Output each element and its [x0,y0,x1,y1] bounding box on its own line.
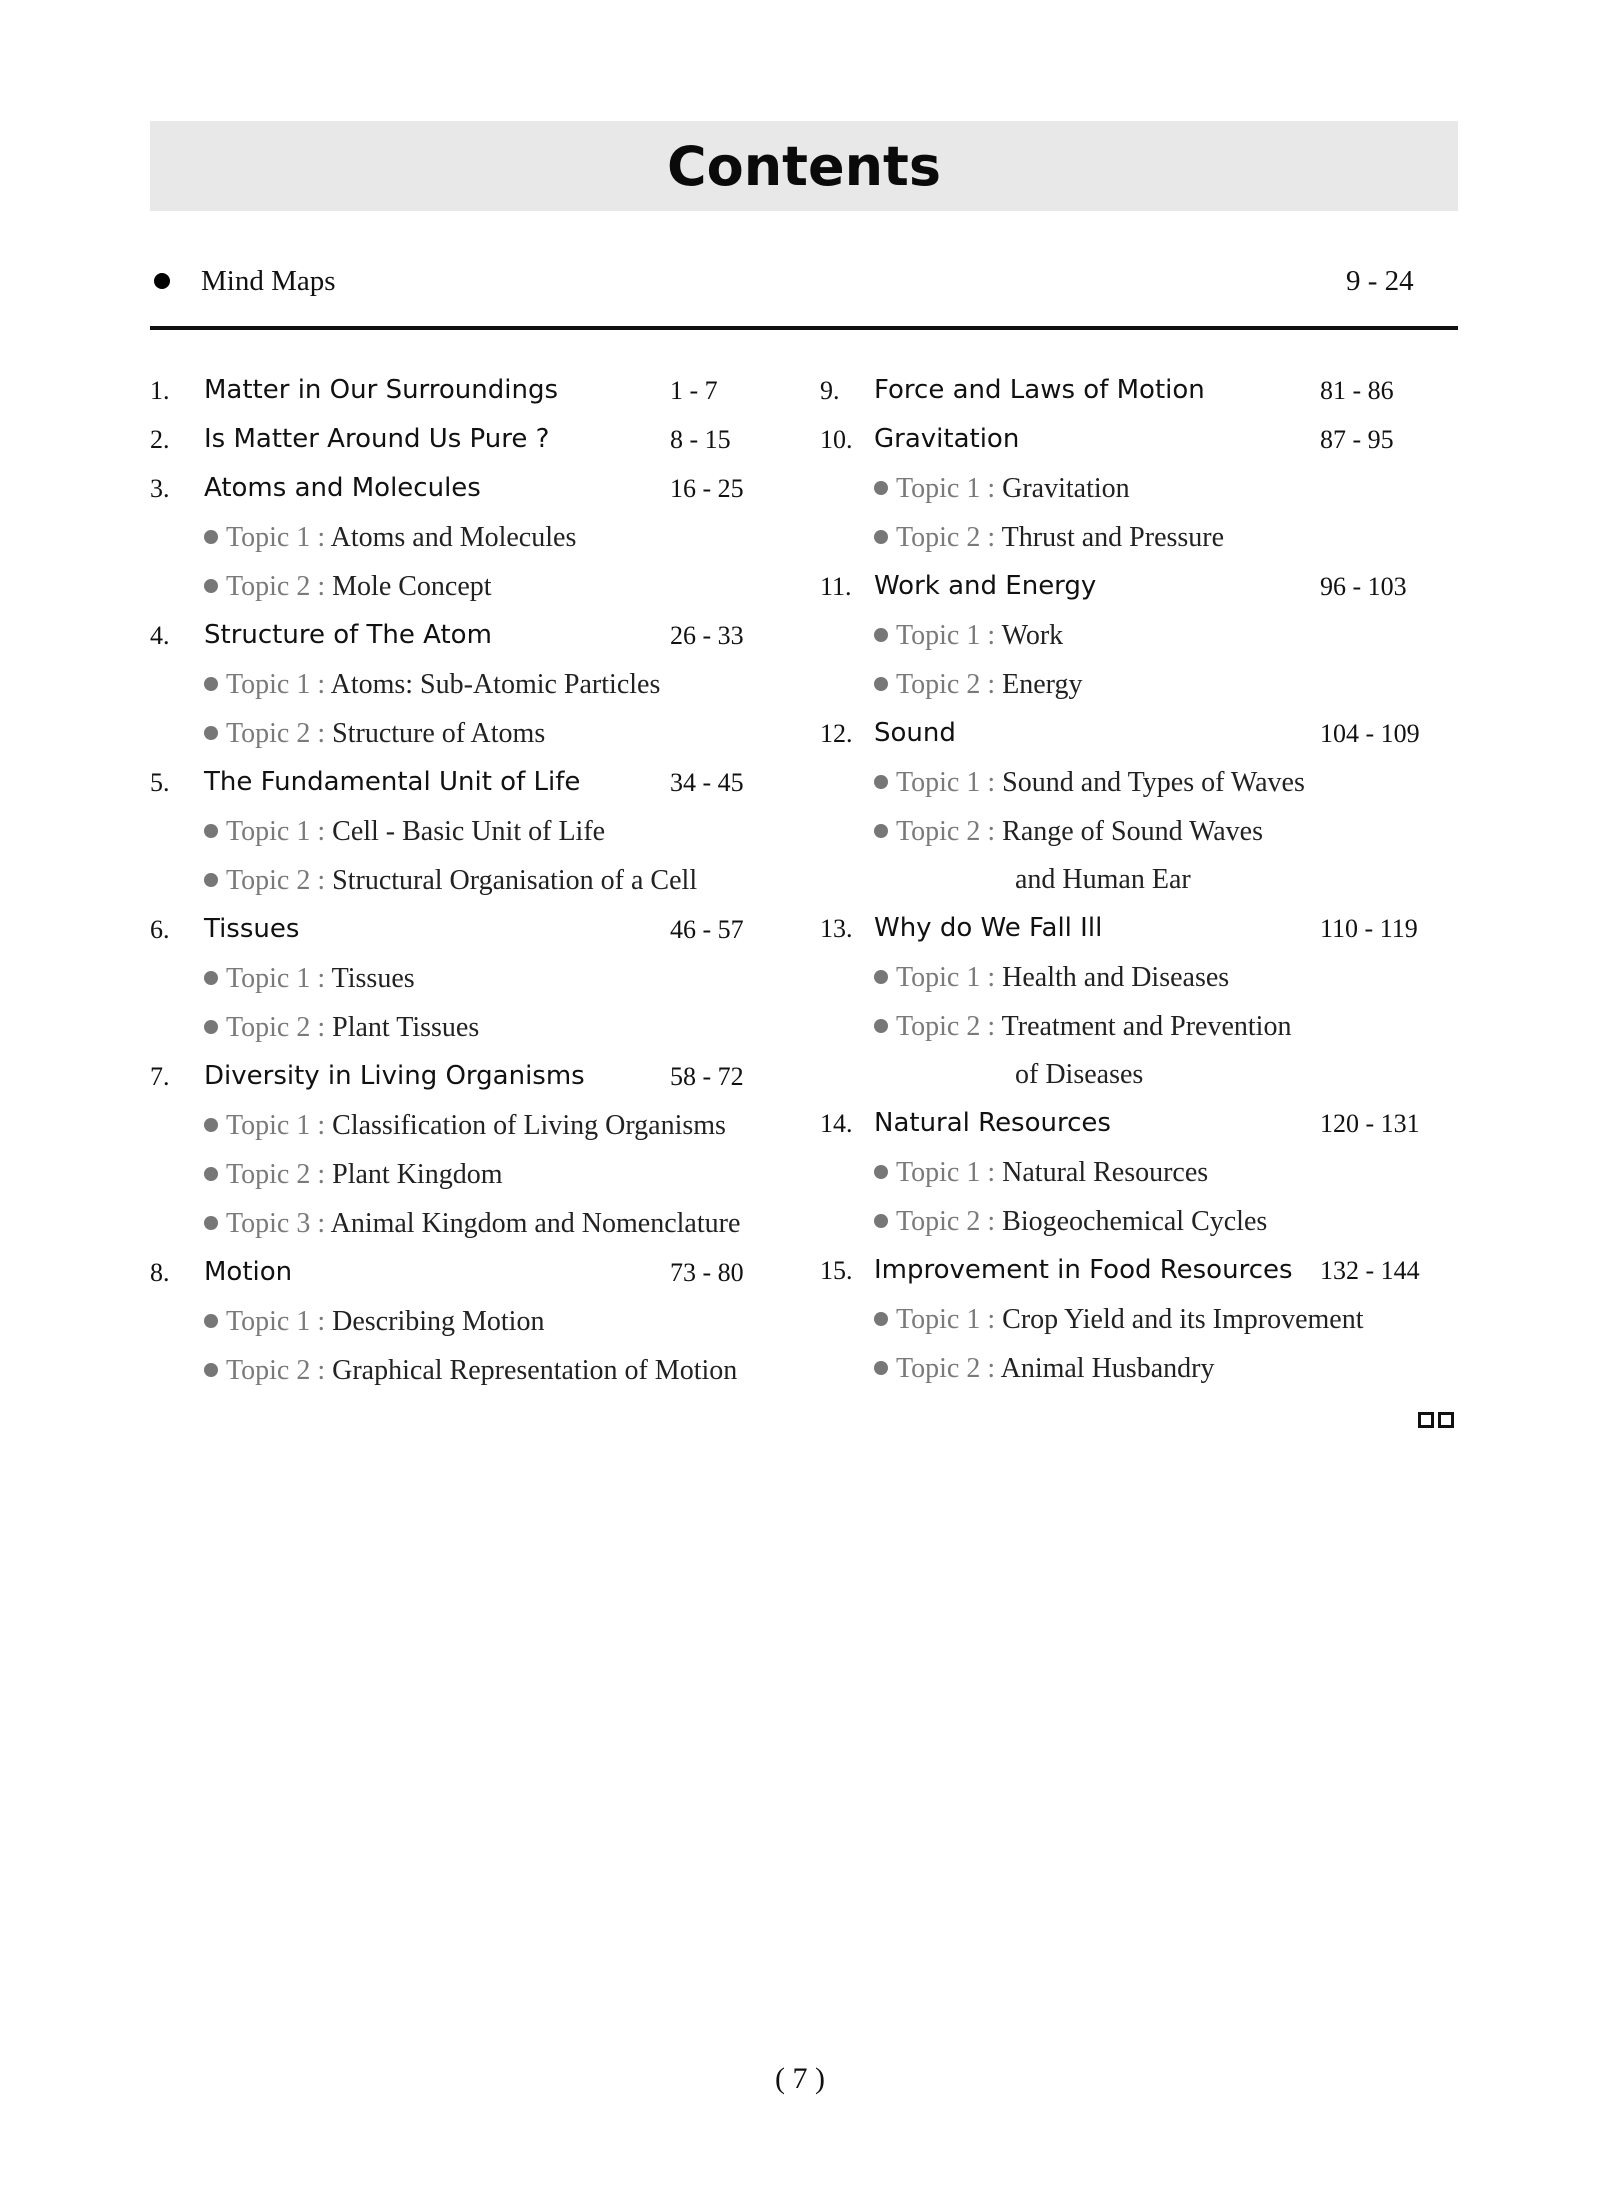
topic-entry[interactable] [820,1197,1460,1246]
chapter-title: Is Matter Around Us Pure ? [204,424,550,454]
topic-title: Graphical Representation of Motion [325,1355,738,1386]
chapter-number: 9. [820,376,840,405]
topic-label: Topic 1 : [896,962,996,993]
chapter-pages: 1 - 7 [670,376,718,405]
bullet-icon [204,1363,218,1377]
topic-title: Animal Husbandry [995,1353,1215,1384]
chapter-pages: 104 - 109 [1320,719,1420,748]
chapter-pages: 8 - 15 [670,425,731,454]
topic-label: Topic 2 : [226,718,326,749]
chapter-number: 3. [150,474,170,503]
chapter-pages: 81 - 86 [1320,376,1394,405]
chapter-title: Sound [874,718,956,748]
topic-entry[interactable] [150,660,790,709]
bullet-icon [204,726,218,740]
topic-entry[interactable] [150,1003,790,1052]
topic-label: Topic 2 : [896,1206,996,1237]
topic-entry[interactable] [820,1344,1460,1393]
topic-label: Topic 1 : [896,1157,996,1188]
chapter-pages: 87 - 95 [1320,425,1394,454]
topic-title: Work [995,620,1064,651]
chapter-entry[interactable] [820,562,1460,611]
chapter-entry[interactable] [150,758,790,807]
topic-title-continued: and Human Ear [1015,864,1191,895]
chapter-entry[interactable] [820,709,1460,758]
topic-label: Topic 2 : [896,669,996,700]
chapter-title: Improvement in Food Resources [874,1255,1293,1285]
topic-title-continued: of Diseases [1015,1059,1144,1090]
topic-title: Health and Diseases [995,962,1230,993]
topic-continuation [820,856,1460,904]
topic-entry[interactable] [820,807,1460,856]
bullet-icon [204,1216,218,1230]
topic-entry[interactable] [150,709,790,758]
topic-entry[interactable] [150,856,790,905]
chapter-pages: 96 - 103 [1320,572,1407,601]
topic-entry[interactable] [820,611,1460,660]
chapter-entry[interactable] [150,464,790,513]
topic-title: Range of Sound Waves [995,816,1263,847]
chapter-number: 2. [150,425,170,454]
topic-title: Energy [995,669,1083,700]
chapter-title: Natural Resources [874,1108,1111,1138]
chapter-title: Tissues [204,914,300,944]
bullet-icon [874,677,888,691]
topic-label: Topic 1 : [896,620,996,651]
topic-title: Atoms and Molecules [325,522,577,553]
bullet-icon [204,1167,218,1181]
bullet-icon [874,1165,888,1179]
topic-title: Structural Organisation of a Cell [325,865,698,896]
topic-label: Topic 2 : [896,816,996,847]
chapter-number: 11. [820,572,852,601]
bullet-icon [204,873,218,887]
topic-entry[interactable] [820,1002,1460,1051]
bullet-icon [874,1361,888,1375]
bullet-icon [204,1314,218,1328]
chapter-number: 4. [150,621,170,650]
mind-maps-pages: 9 - 24 [1346,265,1414,297]
topic-entry[interactable] [820,513,1460,562]
bullet-icon [204,677,218,691]
chapter-number: 10. [820,425,853,454]
chapter-entry[interactable] [150,905,790,954]
topic-label: Topic 2 : [896,522,996,553]
topic-label: Topic 1 : [226,1306,326,1337]
topic-label: Topic 1 : [896,473,996,504]
chapter-entry[interactable] [820,366,1460,415]
topic-title: Atoms: Sub-Atomic Particles [325,669,661,700]
chapter-entry[interactable] [820,1246,1460,1295]
end-mark-icon [1418,1412,1458,1432]
bullet-icon [154,273,170,289]
topic-label: Topic 2 : [896,1011,996,1042]
topic-label: Topic 2 : [226,865,326,896]
topic-title: Animal Kingdom and Nomenclature [325,1208,741,1239]
topic-entry[interactable] [820,464,1460,513]
topic-title: Natural Resources [995,1157,1209,1188]
chapter-number: 1. [150,376,170,405]
topic-entry[interactable] [820,758,1460,807]
chapter-entry[interactable] [150,611,790,660]
chapter-entry[interactable] [150,1248,790,1297]
chapter-entry[interactable] [820,415,1460,464]
topic-label: Topic 3 : [226,1208,326,1239]
chapter-title: The Fundamental Unit of Life [204,767,581,797]
chapter-number: 8. [150,1258,170,1287]
chapter-title: Gravitation [874,424,1020,454]
mind-maps-entry[interactable] [150,258,1450,304]
chapter-title: Diversity in Living Organisms [204,1061,585,1091]
chapter-entry[interactable] [820,904,1460,953]
bullet-icon [204,579,218,593]
chapter-entry[interactable] [150,415,790,464]
chapter-pages: 16 - 25 [670,474,744,503]
chapter-pages: 46 - 57 [670,915,744,944]
topic-entry[interactable] [150,954,790,1003]
chapter-entry[interactable] [150,1052,790,1101]
topic-label: Topic 1 : [226,1110,326,1141]
topic-title: Structure of Atoms [325,718,546,749]
topic-label: Topic 1 : [226,522,326,553]
chapter-pages: 73 - 80 [670,1258,744,1287]
topic-label: Topic 2 : [226,1159,326,1190]
bullet-icon [874,481,888,495]
topic-title: Mole Concept [325,571,492,602]
topic-label: Topic 2 : [226,1355,326,1386]
chapter-pages: 110 - 119 [1320,914,1418,943]
contents-left-column [150,366,790,1395]
chapter-pages: 26 - 33 [670,621,744,650]
title-band [150,121,1458,211]
topic-entry[interactable] [150,513,790,562]
topic-title: Gravitation [995,473,1130,504]
topic-entry[interactable] [150,1297,790,1346]
bullet-icon [874,1312,888,1326]
topic-continuation [820,1051,1460,1099]
chapter-title: Motion [204,1257,293,1287]
topic-title: Plant Tissues [325,1012,480,1043]
topic-label: Topic 1 : [226,669,326,700]
divider [150,326,1458,330]
topic-label: Topic 1 : [226,963,326,994]
topic-label: Topic 1 : [896,1304,996,1335]
topic-title: Cell - Basic Unit of Life [325,816,606,847]
chapter-entry[interactable] [150,366,790,415]
bullet-icon [204,971,218,985]
page-title: Contents [666,134,941,198]
topic-label: Topic 2 : [896,1353,996,1384]
chapter-number: 14. [820,1109,853,1138]
mind-maps-label: Mind Maps [201,265,336,297]
topic-title: Crop Yield and its Improvement [995,1304,1364,1335]
chapter-number: 15. [820,1256,853,1285]
topic-title: Classification of Living Organisms [325,1110,726,1141]
topic-title: Sound and Types of Waves [995,767,1305,798]
bullet-icon [204,824,218,838]
topic-entry[interactable] [820,1148,1460,1197]
chapter-number: 7. [150,1062,170,1091]
topic-title: Thrust and Pressure [995,522,1225,553]
topic-label: Topic 2 : [226,1012,326,1043]
topic-label: Topic 2 : [226,571,326,602]
topic-label: Topic 1 : [896,767,996,798]
chapter-number: 13. [820,914,853,943]
bullet-icon [874,628,888,642]
topic-entry[interactable] [820,1295,1460,1344]
chapter-pages: 58 - 72 [670,1062,744,1091]
chapter-entry[interactable] [820,1099,1460,1148]
bullet-icon [204,1118,218,1132]
bullet-icon [204,1020,218,1034]
page-number: ( 7 ) [775,2062,825,2095]
chapter-title: Structure of The Atom [204,620,492,650]
chapter-title: Atoms and Molecules [204,473,481,503]
topic-entry[interactable] [820,660,1460,709]
bullet-icon [874,824,888,838]
topic-entry[interactable] [150,1346,790,1395]
topic-entry[interactable] [150,807,790,856]
contents-right-column [820,366,1460,1393]
chapter-pages: 132 - 144 [1320,1256,1420,1285]
chapter-pages: 120 - 131 [1320,1109,1420,1138]
chapter-number: 5. [150,768,170,797]
topic-entry[interactable] [150,1199,790,1248]
bullet-icon [874,1019,888,1033]
topic-entry[interactable] [150,562,790,611]
bullet-icon [874,530,888,544]
chapter-number: 6. [150,915,170,944]
topic-entry[interactable] [150,1150,790,1199]
bullet-icon [874,1214,888,1228]
chapter-title: Why do We Fall Ill [874,913,1103,943]
chapter-title: Force and Laws of Motion [874,375,1205,405]
bullet-icon [874,970,888,984]
chapter-title: Work and Energy [874,571,1097,601]
topic-entry[interactable] [820,953,1460,1002]
chapter-title: Matter in Our Surroundings [204,375,559,405]
topic-title: Describing Motion [325,1306,545,1337]
chapter-number: 12. [820,719,853,748]
bullet-icon [204,530,218,544]
topic-title: Plant Kingdom [325,1159,503,1190]
topic-title: Treatment and Prevention [995,1011,1292,1042]
chapter-pages: 34 - 45 [670,768,744,797]
topic-label: Topic 1 : [226,816,326,847]
bullet-icon [874,775,888,789]
topic-title: Tissues [325,963,415,994]
topic-entry[interactable] [150,1101,790,1150]
topic-title: Biogeochemical Cycles [995,1206,1268,1237]
